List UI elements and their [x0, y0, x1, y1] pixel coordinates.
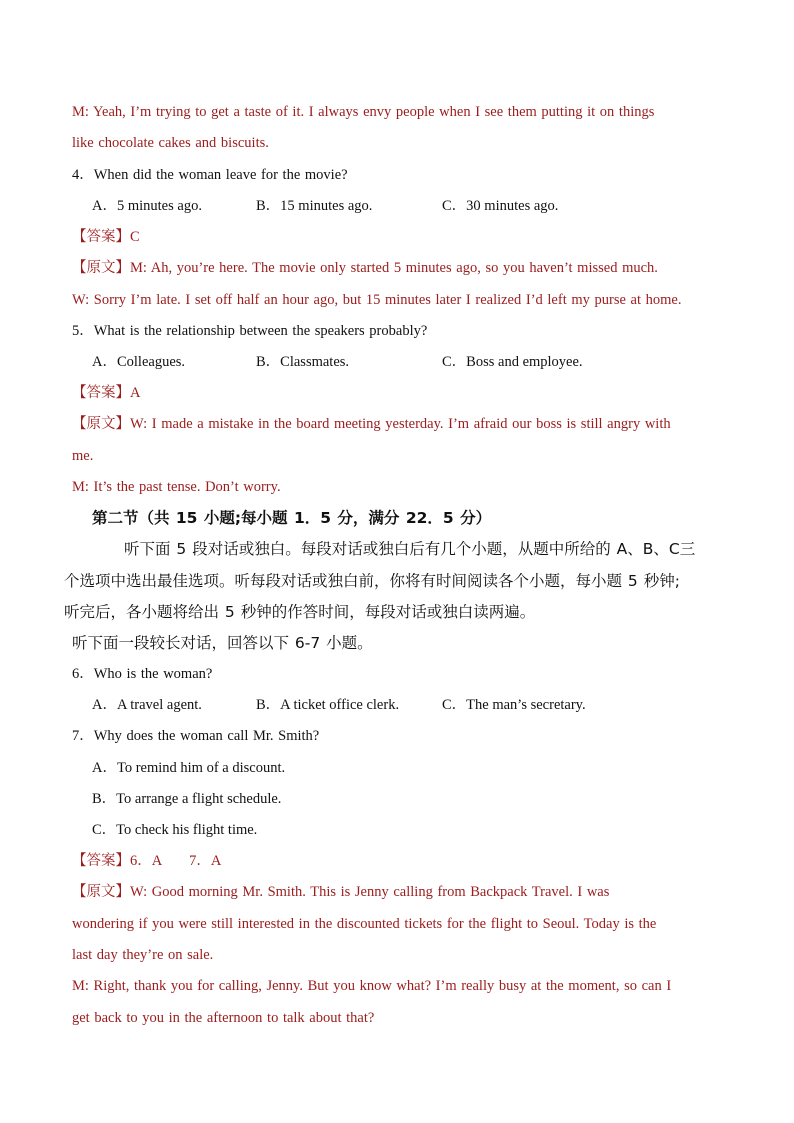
- transcript-line: W: Sorry I’m late. I set off half an hour ago, but 15 minutes later I realized I’d left my purse at home.: [72, 292, 682, 308]
- answer-value: 6．A 7．A: [130, 853, 222, 869]
- transcript-line: wondering if you were still interested in the discounted tickets for the flight to Seoul. Today is the: [72, 916, 657, 932]
- answer-4: [72, 227, 140, 247]
- transcript-line: last day they’re on sale.: [72, 947, 214, 963]
- option-4b: B．15 minutes ago.: [256, 198, 373, 214]
- transcript-line: me.: [72, 448, 94, 464]
- transcript-5: [72, 414, 671, 434]
- option-6c: C．The man’s secretary.: [442, 697, 586, 713]
- transcript-line: W: Good morning Mr. Smith. This is Jenny calling from Backpack Travel. I was: [130, 884, 610, 900]
- instruction-line: 听下面 5 段对话或独白。每段对话或独白后有几个小题，从题中所给的 A、B、C三: [124, 540, 696, 558]
- answer-tag: 【答案】: [72, 229, 130, 245]
- option-7b: B．To arrange a flight schedule.: [92, 791, 282, 807]
- option-7c: C．To check his flight time.: [92, 822, 258, 838]
- answer-6-7: [72, 851, 221, 871]
- transcript-line: get back to you in the afternoon to talk about that?: [72, 1010, 375, 1026]
- transcript-tag: 【原文】: [72, 884, 130, 900]
- option-6a: A．A travel agent.: [92, 697, 202, 713]
- transcript-tag: 【原文】: [72, 416, 130, 432]
- answer-value: C: [130, 229, 140, 245]
- transcript-6-7: [72, 882, 609, 902]
- question-5: 5．What is the relationship between the speakers probably?: [72, 323, 428, 339]
- transcript-line: W: I made a mistake in the board meeting yesterday. I’m afraid our boss is still angry with: [130, 416, 671, 432]
- instruction-line: 个选项中选出最佳选项。听每段对话或独白前，你将有时间阅读各个小题，每小题 5 秒钟;: [64, 572, 680, 590]
- answer-value: A: [130, 385, 141, 401]
- option-5a: A．Colleagues.: [92, 354, 186, 370]
- answer-tag: 【答案】: [72, 385, 130, 401]
- option-5b: B．Classmates.: [256, 354, 350, 370]
- option-4a: A．5 minutes ago.: [92, 198, 202, 214]
- question-6: 6．Who is the woman?: [72, 666, 213, 682]
- option-5c: C．Boss and employee.: [442, 354, 583, 370]
- dialogue-line: like chocolate cakes and biscuits.: [72, 135, 269, 151]
- section-2-title: 第二节（共 15 小题;每小题 1．5 分，满分 22．5 分）: [92, 509, 492, 527]
- transcript-line: M: It’s the past tense. Don’t worry.: [72, 479, 281, 495]
- instruction-line: 听下面一段较长对话，回答以下 6-7 小题。: [72, 634, 373, 652]
- instruction-line: 听完后，各小题将给出 5 秒钟的作答时间，每段对话或独白读两遍。: [64, 603, 536, 621]
- transcript-line: M: Right, thank you for calling, Jenny. But you know what? I’m really busy at the moment, so can I: [72, 978, 672, 994]
- option-6b: B．A ticket office clerk.: [256, 697, 400, 713]
- transcript-4: [72, 258, 658, 278]
- question-4: 4．When did the woman leave for the movie?: [72, 167, 348, 183]
- transcript-tag: 【原文】: [72, 260, 130, 276]
- option-4c: C．30 minutes ago.: [442, 198, 559, 214]
- answer-5: [72, 383, 140, 403]
- answer-tag: 【答案】: [72, 853, 130, 869]
- dialogue-line: M: Yeah, I’m trying to get a taste of it. I always envy people when I see them putting it on things: [72, 104, 655, 120]
- question-7: 7．Why does the woman call Mr. Smith?: [72, 728, 320, 744]
- transcript-line: M: Ah, you’re here. The movie only started 5 minutes ago, so you haven’t missed much.: [130, 260, 658, 276]
- option-7a: A．To remind him of a discount.: [92, 760, 286, 776]
